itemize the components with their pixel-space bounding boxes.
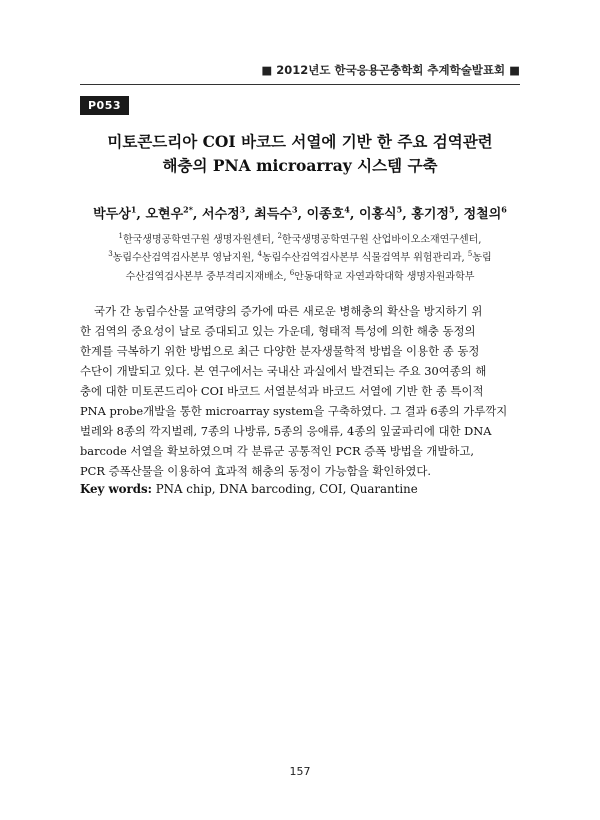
abstract-line: 한 검역의 중요성이 날로 증대되고 있는 가운데, 형태적 특성에 의한 해충 동정의 (80, 324, 476, 338)
title-line-2: 해충의 PNA microarray 시스템 구축 (162, 156, 438, 175)
author: 정철의$^6$ (463, 204, 507, 222)
author: 이종호$^4$ (306, 204, 350, 222)
paper-title (80, 130, 520, 178)
abstract-line: 국가 간 농림수산물 교역량의 증가에 따른 새로운 병해충의 확산을 방지하기 위 (94, 304, 483, 318)
abstract-line: 한계를 극복하기 위한 방법으로 최근 다양한 분자생물학적 방법을 이용한 종 동정 (80, 344, 480, 358)
abstract-body (80, 301, 520, 481)
affiliation-line-2: $^3$농림수산검역검사본부 영남지원, $^4$농림수산검역검사본부 식물검역부 위험관리과, $^5$농림 (108, 250, 492, 264)
title-line-1: 미토콘드리아 COI 바코드 서열에 기반 한 주요 검역관련 (107, 132, 493, 151)
author: 홍기정$^5$ (411, 204, 455, 222)
keywords-text: PNA chip, DNA barcoding, COI, Quarantine (151, 482, 418, 496)
author: 최득수$^3$ (254, 204, 298, 222)
header-rule (80, 84, 520, 85)
affiliation-line-1: $^1$한국생명공학연구원 생명자원센터, $^2$한국생명공학연구원 산업바이오소재연구센터, (118, 232, 482, 246)
author: 이홍식$^5$ (358, 204, 403, 222)
author: 박두상$^1$ (93, 204, 137, 222)
conference-header: ■ 2012년도 한국응용곤충학회 추계학술발표회 ■ (261, 63, 520, 77)
keywords (80, 482, 520, 496)
poster-id-badge: P053 (80, 96, 129, 115)
author: 서수정$^3$ (201, 204, 246, 222)
author-list: 박두상$^1$, 오현우$^{2*}$, 서수정$^3$, 최득수$^3$, 이종호$^4$, 이홍식$^5$, 홍기정$^5$, 정철의$^6$ (93, 204, 507, 222)
abstract-line: barcode 서열을 확보하였으며 각 분류군 공통적인 PCR 증폭 방법을 개발하고, (80, 444, 475, 458)
abstract-line: PNA probe개발을 통한 microarray system을 구축하였다. 그 결과 6종의 가루깍지 (80, 404, 508, 418)
author: 오현우$^{2*}$ (145, 204, 193, 222)
abstract-line: 벌레와 8종의 깍지벌레, 7종의 나방류, 5종의 응애류, 4종의 잎굴파리에 대한 DNA (80, 424, 492, 438)
affiliations (80, 229, 520, 284)
abstract-line: 수단이 개발되고 있다. 본 연구에서는 국내산 과실에서 발견되는 주요 30여종의 해 (80, 364, 487, 378)
abstract-line: 충에 대한 미토콘드리아 COI 바코드 서열분석과 바코드 서열에 기반 한 종 특이적 (80, 384, 484, 398)
abstract-line: PCR 증폭산물을 이용하여 효과적 해충의 동정이 가능함을 확인하였다. (80, 464, 432, 478)
page-number: 157 (289, 765, 311, 778)
keywords-label: Key words: (80, 482, 152, 496)
affiliation-line-3: 수산검역검사본부 중부격리지재배소, $^6$안동대학교 자연과학대학 생명자원과학부 (125, 268, 475, 282)
